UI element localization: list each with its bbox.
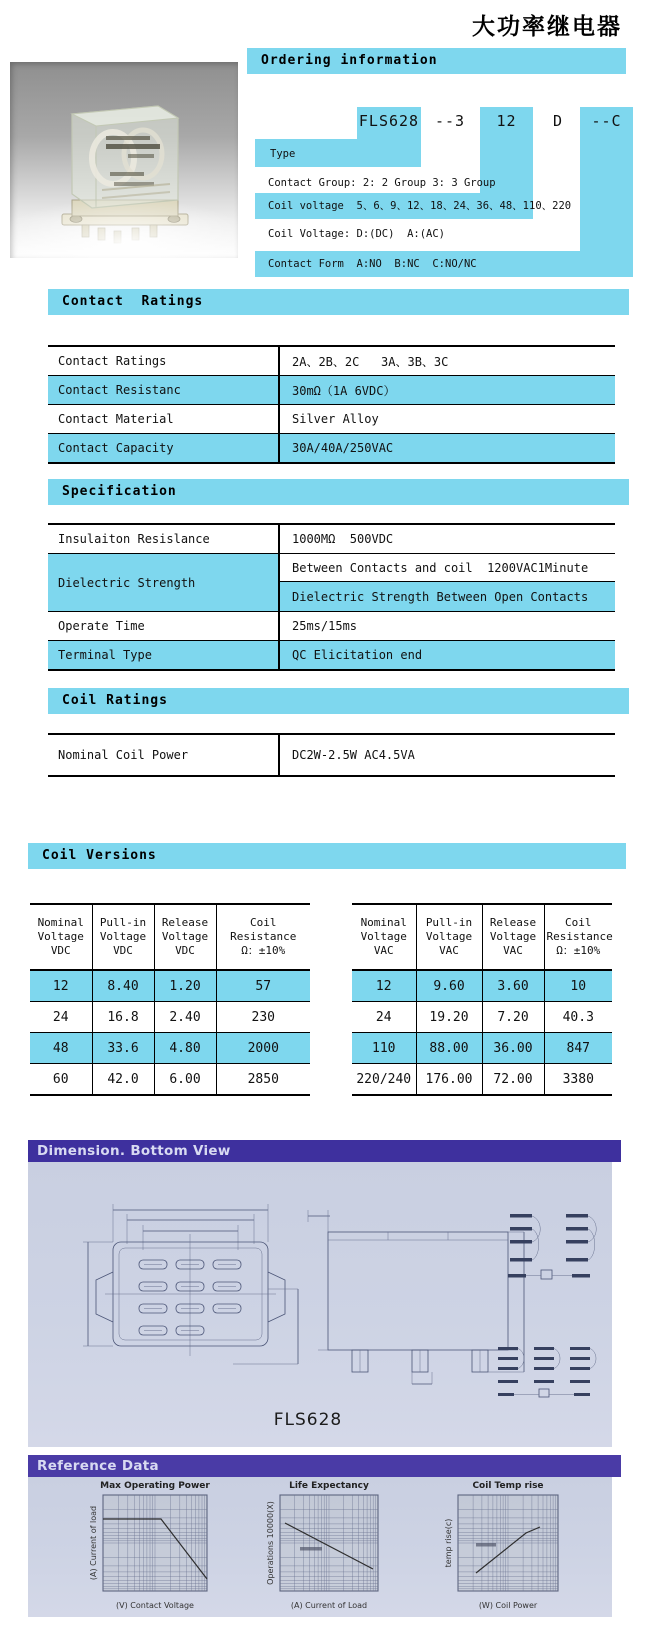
row-label: Operate Time — [48, 612, 279, 641]
cell: 7.20 — [482, 1002, 544, 1033]
code-type: FLS628 — [358, 112, 420, 130]
col-header: Pull-in Voltage VAC — [416, 904, 482, 970]
code-current: D — [552, 112, 564, 130]
label-contact-group: Contact Group: 2: 2 Group 3: 3 Group — [268, 177, 496, 189]
cell: 3.60 — [482, 970, 544, 1002]
model-label: FLS628 — [273, 1410, 343, 1430]
cell: 19.20 — [416, 1002, 482, 1033]
cell: 110 — [352, 1033, 416, 1064]
row-label: Dielectric Strength — [48, 554, 279, 612]
graph-ylabel: temp rise(c) — [444, 1518, 453, 1568]
table-row — [48, 641, 615, 671]
table-row — [48, 612, 615, 641]
graph-title: Max Operating Power — [100, 1481, 210, 1491]
cell: 42.0 — [92, 1064, 154, 1096]
row-label: Nominal Coil Power — [48, 734, 279, 776]
product-photo — [10, 62, 238, 258]
row-label: Terminal Type — [48, 641, 279, 671]
code-form: --C — [591, 112, 622, 130]
col-header: Release Voltage VDC — [154, 904, 216, 970]
graph-xlabel: (W) Coil Power — [478, 1601, 538, 1610]
page-title: 大功率继电器 — [472, 14, 622, 40]
contact-ratings-table — [48, 345, 615, 464]
row-value: DC2W-2.5W AC4.5VA — [292, 748, 415, 762]
row-value: Silver Alloy — [279, 405, 615, 434]
table-row — [48, 346, 615, 376]
cell: 57 — [216, 970, 310, 1002]
col-header: Release Voltage VAC — [482, 904, 544, 970]
reference-graphs — [28, 1477, 612, 1617]
graph-ylabel: Operations 10000(X) — [266, 1501, 275, 1585]
table-header-row — [352, 904, 612, 970]
table-row — [30, 1002, 310, 1033]
graph-xlabel: (A) Current of Load — [290, 1601, 368, 1610]
label-type: Type — [270, 148, 296, 160]
dimension-drawing — [28, 1162, 612, 1447]
cell: 48 — [30, 1033, 92, 1064]
coil-ratings-table — [48, 733, 615, 777]
coil-versions-dc-table — [30, 903, 310, 1096]
cell: 6.00 — [154, 1064, 216, 1096]
table-row — [30, 1064, 310, 1096]
row-value: 30mΩ（1A 6VDC） — [279, 376, 615, 405]
dimension-header: Dimension. Bottom View — [28, 1140, 621, 1162]
table-row — [48, 554, 615, 582]
cell: 24 — [352, 1002, 416, 1033]
cell: 176.00 — [416, 1064, 482, 1096]
row-value: 30A/40A/250VAC — [279, 434, 615, 464]
table-row — [30, 1033, 310, 1064]
label-coil-voltage: Coil voltage 5、6、9、12、18、24、36、48、110、220 — [268, 200, 572, 212]
photo-glow — [10, 198, 238, 258]
reference-panel — [28, 1477, 612, 1617]
row-value: 25ms/15ms — [279, 612, 615, 641]
graph-title: Life Expectancy — [289, 1481, 369, 1491]
cell: 847 — [544, 1033, 612, 1064]
col-header: Nominal Voltage VDC — [30, 904, 92, 970]
row-label: Contact Resistanc — [48, 376, 279, 405]
cell: 40.3 — [544, 1002, 612, 1033]
cell: 33.6 — [92, 1033, 154, 1064]
table-row — [352, 1064, 612, 1096]
graph-coil-temp-rise — [444, 1481, 558, 1610]
graph-ylabel: (A) Current of load — [89, 1505, 98, 1581]
row-value: QC Elicitation end — [279, 641, 615, 671]
reference-header: Reference Data — [28, 1455, 621, 1477]
cell: 8.40 — [92, 970, 154, 1002]
coil-versions-header: Coil Versions — [28, 843, 626, 869]
cell: 2.40 — [154, 1002, 216, 1033]
cell: 230 — [216, 1002, 310, 1033]
row-value: 1000MΩ 500VDC — [279, 524, 615, 554]
cell: 9.60 — [416, 970, 482, 1002]
cell: 60 — [30, 1064, 92, 1096]
col-header: Pull-in Voltage VDC — [92, 904, 154, 970]
specification-table — [48, 523, 615, 671]
cell: 24 — [30, 1002, 92, 1033]
table-row — [352, 1033, 612, 1064]
table-row — [48, 376, 615, 405]
table-row — [352, 970, 612, 1002]
row-value: 2A、2B、2C 3A、3B、3C — [292, 354, 449, 369]
row-value: Dielectric Strength Between Open Contacts — [279, 582, 615, 612]
table-row — [48, 524, 615, 554]
table-header-row — [30, 904, 310, 970]
cell: 12 — [30, 970, 92, 1002]
ordering-header: Ordering information — [247, 48, 626, 74]
col-header: Coil Resistance Ω：±10% — [544, 904, 612, 970]
cell: 2850 — [216, 1064, 310, 1096]
code-voltage: 12 — [496, 112, 517, 130]
col-header: Coil Resistance Ω：±10% — [216, 904, 310, 970]
code-group: --3 — [434, 112, 466, 130]
coil-versions-ac-table — [352, 903, 612, 1096]
row-label: Contact Material — [48, 405, 279, 434]
cell: 4.80 — [154, 1033, 216, 1064]
coil-ratings-header: Coil Ratings — [48, 688, 629, 714]
graph-xlabel: (V) Contact Voltage — [116, 1601, 194, 1610]
label-coil-voltage-type: Coil Voltage: D:(DC) A:(AC) — [268, 228, 446, 240]
label-contact-form: Contact Form A:NO B:NC C:NO/NC — [268, 258, 477, 270]
table-row — [48, 434, 615, 464]
col-header: Nominal Voltage VAC — [352, 904, 416, 970]
table-row — [48, 734, 615, 776]
graph-max-operating-power — [89, 1481, 210, 1610]
cell: 220/240 — [352, 1064, 416, 1096]
graph-life-expectancy — [266, 1481, 378, 1610]
contact-ratings-header: Contact Ratings — [48, 289, 629, 315]
row-label: Insulaiton Resislance — [48, 524, 279, 554]
cell: 16.8 — [92, 1002, 154, 1033]
cell: 10 — [544, 970, 612, 1002]
row-label: Contact Capacity — [48, 434, 279, 464]
cell: 72.00 — [482, 1064, 544, 1096]
dimension-panel — [28, 1162, 612, 1447]
specification-header: Specification — [48, 479, 629, 505]
cell: 2000 — [216, 1033, 310, 1064]
row-label: Contact Ratings — [48, 346, 279, 376]
cell: 1.20 — [154, 970, 216, 1002]
table-row — [48, 405, 615, 434]
table-row — [30, 970, 310, 1002]
row-value: Between Contacts and coil 1200VAC1Minute — [279, 554, 615, 582]
cell: 88.00 — [416, 1033, 482, 1064]
cell: 36.00 — [482, 1033, 544, 1064]
graph-title: Coil Temp rise — [472, 1481, 544, 1491]
table-row — [352, 1002, 612, 1033]
cell: 12 — [352, 970, 416, 1002]
cell: 3380 — [544, 1064, 612, 1096]
